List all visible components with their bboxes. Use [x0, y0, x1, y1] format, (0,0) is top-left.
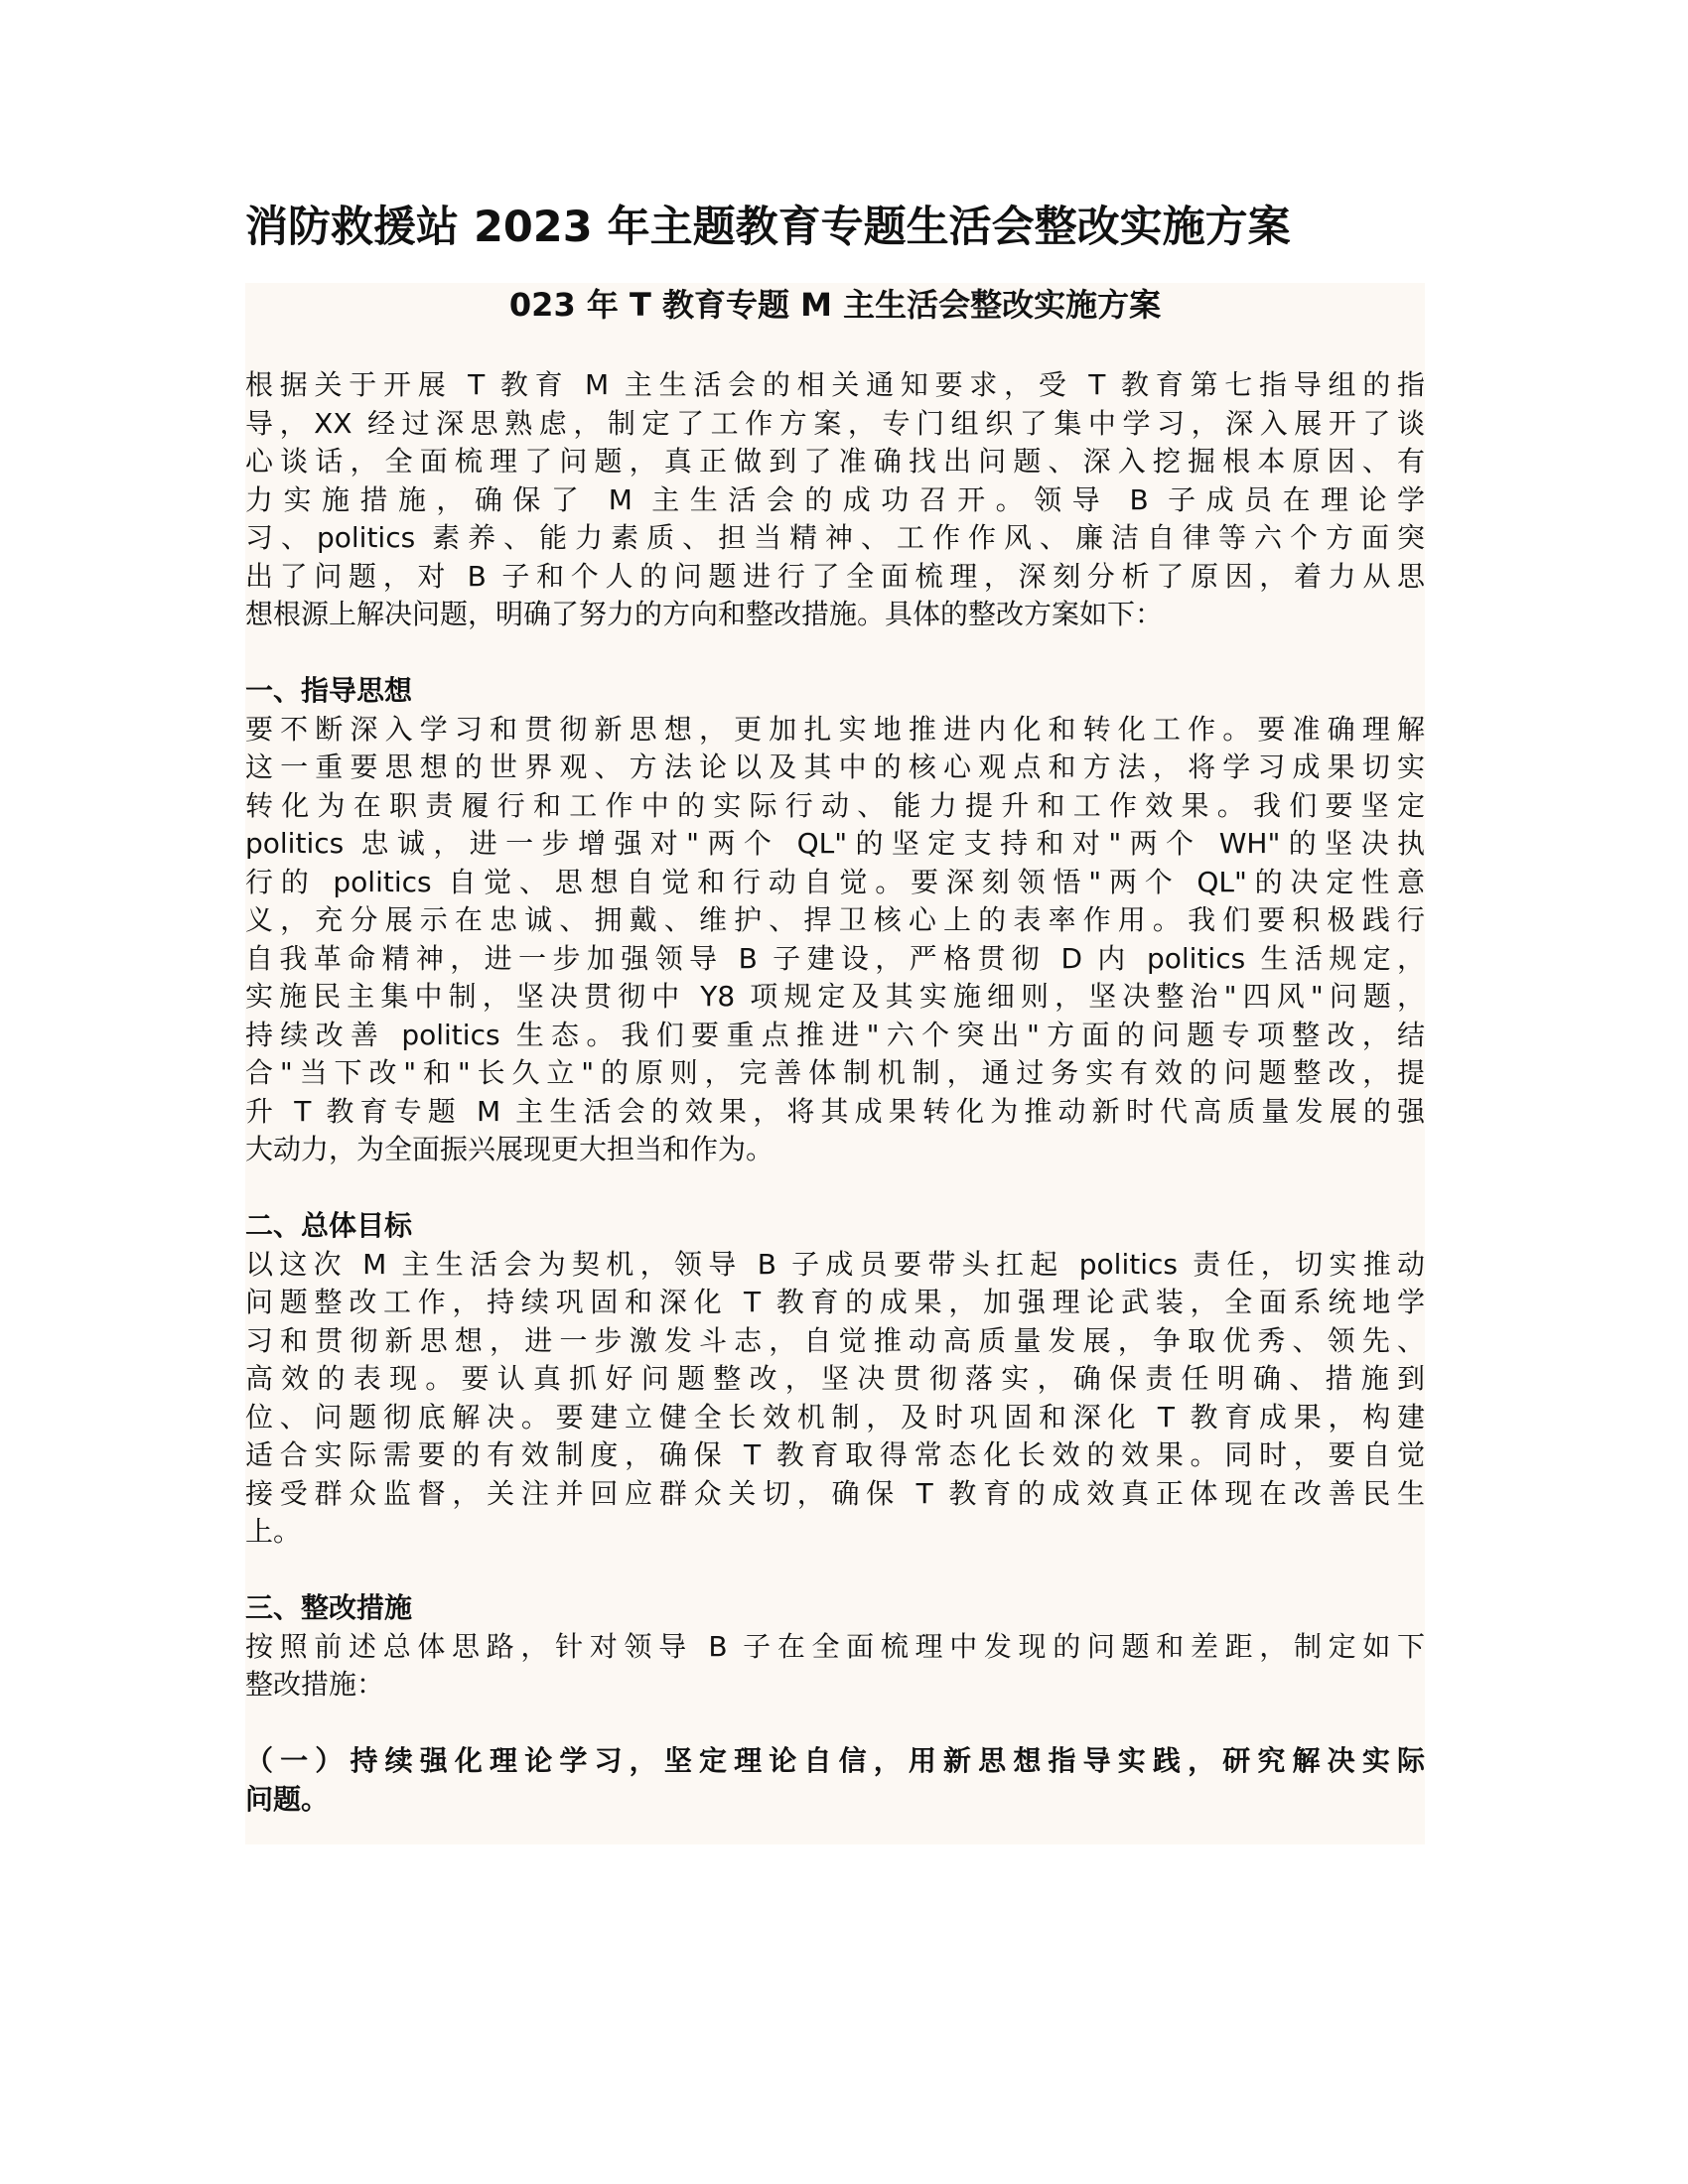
- section-paragraph-line: 高效的表现。要认真抓好问题整改，坚决贯彻落实，确保责任明确、措施到: [245, 1362, 1425, 1395]
- document-subtitle: 023 年 T 教育专题 M 主生活会整改实施方案: [508, 286, 1162, 324]
- intro-paragraph-line: 根据关于开展 T 教育 M 主生活会的相关通知要求，受 T 教育第七指导组的指: [245, 368, 1425, 401]
- intro-paragraph-line: 想根源上解决问题，明确了努力的方向和整改措施。具体的整改方案如下：: [245, 598, 1164, 630]
- section-paragraph-line: 要不断深入学习和贯彻新思想，更加扎实地推进内化和转化工作。要准确理解: [245, 712, 1425, 746]
- section-heading: 一、指导思想: [245, 674, 413, 707]
- section-paragraph-line: 升 T 教育专题 M 主生活会的效果，将其成果转化为推动新时代高质量发展的强: [245, 1094, 1425, 1128]
- intro-paragraph-line: 力实施措施，确保了 M 主生活会的成功召开。领导 B 子成员在理论学: [245, 482, 1425, 516]
- section-paragraph-line: 上。: [245, 1515, 302, 1548]
- section-paragraph-line: 这一重要思想的世界观、方法论以及其中的核心观点和方法，将学习成果切实: [245, 751, 1425, 783]
- document-title: 消防救援站 2023 年主题教育专题生活会整改实施方案: [245, 203, 1291, 252]
- section-paragraph-line: 行的 politics 自觉、思想自觉和行动自觉。要深刻领悟"两个 QL"的决定性意: [245, 865, 1425, 898]
- section-paragraph-line: 问题整改工作，持续巩固和深化 T 教育的成果，加强理论武装，全面系统地学: [245, 1286, 1425, 1318]
- section-paragraph-line: 大动力，为全面振兴展现更大担当和作为。: [245, 1133, 774, 1165]
- blank-line: [245, 634, 1425, 673]
- intro-paragraph-line: 导，XX 经过深思熟虑，制定了工作方案，专门组织了集中学习，深入展开了谈: [245, 406, 1425, 440]
- section-paragraph-line: 持续改善 politics 生态。我们要重点推进"六个突出"方面的问题专项整改，结: [245, 1018, 1425, 1051]
- intro-paragraph-line: 心谈话，全面梳理了问题，真正做到了准确找出问题、深入挖掘根本原因、有: [245, 445, 1425, 478]
- section-heading: 三、整改措施: [245, 1591, 413, 1624]
- document-content: [245, 366, 1425, 1819]
- section-paragraph-line: 义，充分展示在忠诚、拥戴、维护、捍卫核心上的表率作用。我们要积极践行: [245, 903, 1425, 936]
- section-paragraph-line: 接受群众监督，关注并回应群众关切，确保 T 教育的成效真正体现在改善民生: [245, 1476, 1425, 1510]
- blank-line: [245, 1169, 1425, 1208]
- section-paragraph-line: 合"当下改"和"长久立"的原则，完善体制机制，通过务实有效的问题整改，提: [245, 1056, 1425, 1089]
- section-paragraph-line: 自我革命精神，进一步加强领导 B 子建设，严格贯彻 D 内 politics 生活规定，: [245, 941, 1425, 975]
- section-paragraph-line: 按照前述总体思路，针对领导 B 子在全面梳理中发现的问题和差距，制定如下: [245, 1629, 1425, 1663]
- section-paragraph-line: 位、问题彻底解决。要建立健全长效机制，及时巩固和深化 T 教育成果，构建: [245, 1400, 1425, 1433]
- section-paragraph-line: 实施民主集中制，坚决贯彻中 Y8 项规定及其实施细则，坚决整治"四风"问题，: [245, 980, 1425, 1013]
- section-paragraph-line: 整改措施：: [245, 1668, 385, 1701]
- intro-paragraph-line: 习、politics 素养、能力素质、担当精神、工作作风、廉洁自律等六个方面突: [245, 521, 1425, 554]
- section-paragraph-line: 适合实际需要的有效制度，确保 T 教育取得常态化长效的效果。同时，要自觉: [245, 1438, 1425, 1471]
- intro-paragraph-line: 出了问题，对 B 子和个人的问题进行了全面梳理，深刻分析了原因，着力从思: [245, 559, 1425, 593]
- section-heading: 二、总体目标: [245, 1209, 413, 1242]
- section-paragraph-line: 转化为在职责履行和工作中的实际行动、能力提升和工作效果。我们要坚定: [245, 788, 1425, 822]
- section-paragraph-line: 习和贯彻新思想，进一步激发斗志，自觉推动高质量发展，争取优秀、领先、: [245, 1323, 1425, 1357]
- blank-line: [245, 1552, 1425, 1590]
- subsection-heading-line: 问题。: [245, 1782, 330, 1816]
- blank-line: [245, 1705, 1425, 1743]
- section-paragraph-line: 以这次 M 主生活会为契机，领导 B 子成员要带头扛起 politics 责任，切实推动: [245, 1247, 1425, 1281]
- subsection-heading-line: （一）持续强化理论学习，坚定理论自信，用新思想指导实践，研究解决实际: [245, 1744, 1425, 1777]
- section-paragraph-line: politics 忠诚，进一步增强对"两个 QL"的坚定支持和对"两个 WH"的坚决执: [245, 827, 1425, 860]
